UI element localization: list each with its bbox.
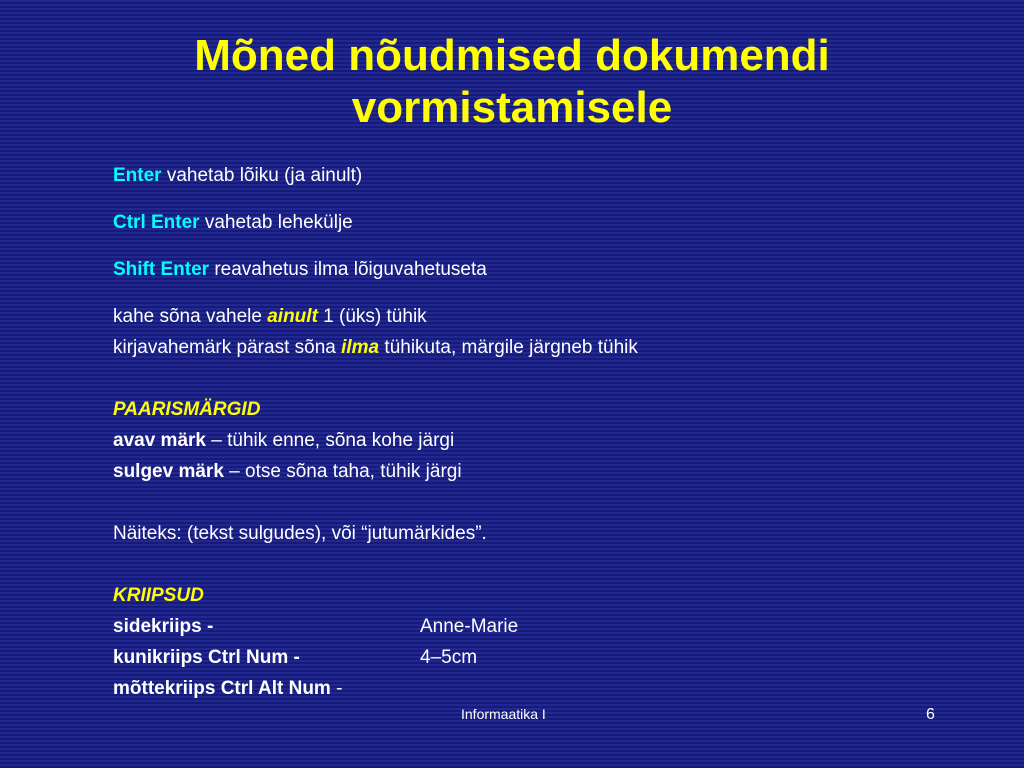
slide-body	[113, 160, 993, 704]
punct-rule-pre: kirjavahemärk pärast sõna	[113, 337, 342, 358]
footer-course-name: Informaatika I	[461, 706, 546, 722]
ctrl-enter-desc: vahetab lehekülje	[199, 212, 353, 233]
close-mark-label: sulgev märk	[113, 461, 224, 482]
shift-enter-desc: reavahetus ilma lõiguvahetuseta	[209, 259, 487, 280]
line-ctrl-enter	[113, 207, 993, 238]
space-rule-post: 1 (üks) tühik	[317, 306, 427, 327]
line-space-rule	[113, 301, 993, 332]
pairs-heading: PAARISMÄRGID	[113, 399, 261, 420]
close-mark-desc: – otse sõna taha, tühik järgi	[223, 461, 462, 482]
slide-title-line-1: Mõned nõudmised dokumendi	[194, 31, 830, 80]
open-mark-label: avav märk	[113, 430, 206, 451]
emdash-example: -	[330, 678, 343, 699]
dashes-heading: KRIIPSUD	[113, 585, 204, 606]
endash-example: 4–5cm	[420, 647, 478, 668]
line-enter	[113, 160, 993, 191]
endash-label: kunikriips Ctrl Num -	[113, 647, 300, 668]
slide-number: 6	[926, 706, 935, 723]
line-open-mark	[113, 425, 993, 456]
enter-key: Enter	[113, 165, 162, 186]
slide-title	[0, 30, 1024, 134]
spacer	[113, 363, 993, 394]
punct-rule-emphasis: ilma	[341, 337, 380, 358]
hyphen-label: sidekriips -	[113, 616, 214, 637]
space-rule-emphasis: ainult	[267, 306, 318, 327]
spacer	[113, 487, 993, 518]
line-shift-enter	[113, 254, 993, 285]
emdash-label: mõttekriips Ctrl Alt Num	[113, 678, 331, 699]
hyphen-example: Anne-Marie	[420, 616, 519, 637]
open-mark-desc: – tühik enne, sõna kohe järgi	[205, 430, 455, 451]
line-close-mark	[113, 456, 993, 487]
slide-title-line-2: vormistamisele	[351, 83, 673, 132]
enter-desc: vahetab lõiku (ja ainult)	[161, 165, 363, 186]
line-emdash	[113, 673, 993, 704]
line-endash	[113, 642, 993, 673]
example-line: Näiteks: (tekst sulgudes), või “jutumärkides”.	[113, 523, 487, 544]
punct-rule-post: tühikuta, märgile järgneb tühik	[379, 337, 638, 358]
line-punct-rule	[113, 332, 993, 363]
shift-enter-key: Shift Enter	[113, 259, 210, 280]
space-rule-pre: kahe sõna vahele	[113, 306, 268, 327]
line-hyphen	[113, 611, 993, 642]
spacer	[113, 549, 993, 580]
ctrl-enter-key: Ctrl Enter	[113, 212, 200, 233]
